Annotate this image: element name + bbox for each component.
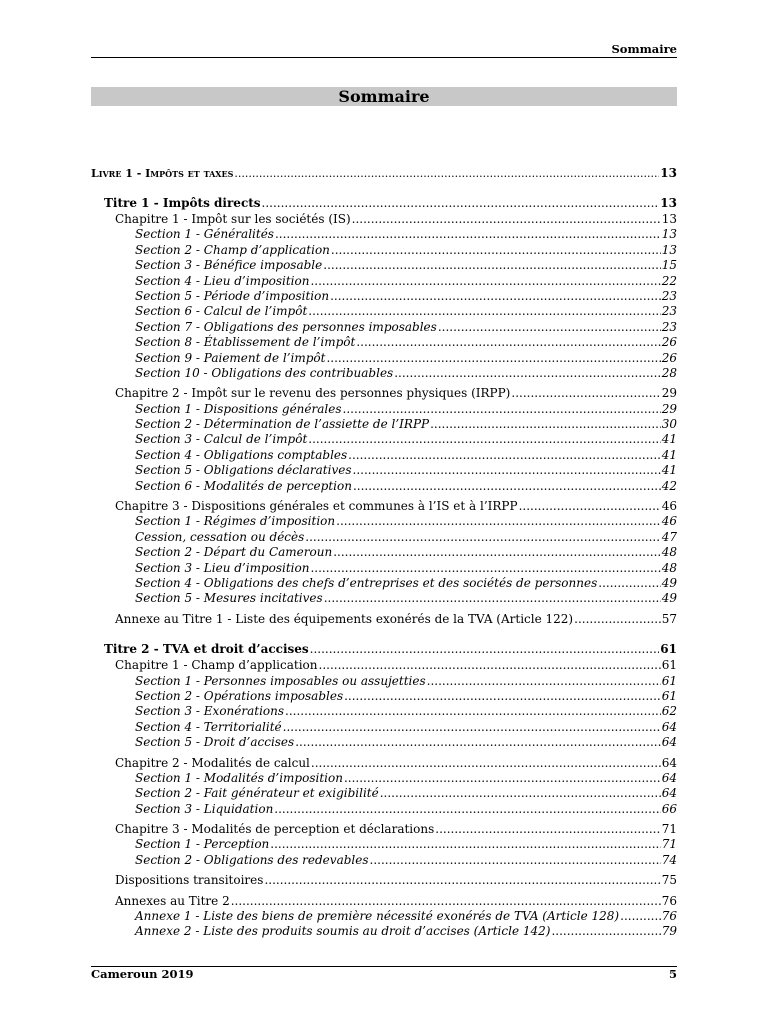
- toc-label: Annexe 1 - Liste des biens de première nécessité exonérés de TVA (Article 128): [135, 909, 620, 924]
- toc-label: Livre 1 - Impôts et taxes: [91, 167, 234, 180]
- toc-entry-section[interactable]: [91, 335, 677, 350]
- toc-label: Section 3 - Calcul de l’impôt: [135, 432, 308, 447]
- leader-dots: [319, 658, 661, 673]
- toc-page: 46: [661, 514, 677, 529]
- toc-label: Titre 2 - TVA et droit d’accises: [104, 642, 309, 657]
- leader-dots: [435, 822, 660, 837]
- leader-dots: [574, 612, 661, 627]
- toc-label: Section 2 - Fait générateur et exigibilité: [135, 786, 379, 801]
- toc-page: 75: [661, 873, 677, 888]
- toc-label: Section 1 - Régimes d’imposition: [135, 514, 336, 529]
- footer-label: Cameroun 2019: [91, 967, 194, 981]
- toc-page: 42: [661, 478, 677, 493]
- toc-label: Section 1 - Dispositions générales: [135, 401, 342, 416]
- toc-label: Section 2 - Champ d’application: [135, 242, 330, 257]
- toc-page: 61: [661, 688, 677, 703]
- toc-page: 57: [661, 611, 677, 626]
- toc-page: 71: [661, 837, 677, 852]
- toc-entry-chapitre[interactable]: [91, 822, 677, 837]
- toc-entry-section[interactable]: [91, 274, 677, 289]
- leader-dots: [308, 304, 660, 319]
- toc-page: 13: [661, 212, 677, 226]
- leader-dots: [331, 243, 661, 258]
- toc-entry-section[interactable]: [91, 432, 677, 447]
- toc-label: Dispositions transitoires: [115, 873, 264, 888]
- toc-label: Section 2 - Obligations des redevables: [135, 852, 369, 867]
- leader-dots: [353, 479, 661, 494]
- toc-label: Titre 1 - Impôts directs: [104, 196, 261, 210]
- toc-label: Chapitre 1 - Champ d’application: [115, 658, 318, 673]
- toc-label: Section 4 - Obligations comptables: [135, 447, 348, 462]
- toc-entry-section[interactable]: [91, 402, 677, 417]
- toc-label: Chapitre 3 - Modalités de perception et déclarations: [115, 822, 435, 837]
- toc-label: Section 3 - Exonérations: [135, 704, 285, 719]
- toc-label: Section 9 - Paiement de l’impôt: [135, 350, 326, 365]
- leader-dots: [438, 320, 661, 335]
- toc-entry-chapitre[interactable]: [91, 386, 677, 401]
- leader-dots: [310, 274, 660, 289]
- toc-entry-section[interactable]: [91, 448, 677, 463]
- toc-label: Section 3 - Bénéfice imposable: [135, 258, 323, 273]
- toc-entry-section[interactable]: [91, 351, 677, 366]
- page-title: Sommaire: [91, 87, 677, 106]
- toc-page: 23: [661, 319, 677, 334]
- leader-dots: [326, 351, 660, 366]
- toc-label: Section 2 - Opérations imposables: [135, 688, 344, 703]
- toc-entry-section[interactable]: [91, 463, 677, 478]
- running-header: Sommaire: [611, 42, 677, 56]
- toc-entry-section[interactable]: [91, 853, 677, 868]
- leader-dots: [427, 674, 661, 689]
- leader-dots: [336, 514, 661, 529]
- toc-label: Section 1 - Perception: [135, 837, 270, 852]
- leader-dots: [324, 591, 661, 606]
- toc-entry-section[interactable]: [91, 720, 677, 735]
- toc-entry-section[interactable]: [91, 591, 677, 606]
- toc-page: 46: [661, 499, 677, 514]
- toc-page: 66: [661, 801, 677, 816]
- leader-dots: [323, 258, 660, 273]
- toc-entry-chapitre[interactable]: [91, 756, 677, 771]
- toc-page: 61: [660, 642, 677, 657]
- leader-dots: [348, 448, 661, 463]
- toc-entry-section[interactable]: [91, 530, 677, 545]
- toc-page: 23: [661, 304, 677, 319]
- toc-label: Annexes au Titre 2: [115, 893, 230, 908]
- toc-page: 64: [661, 755, 677, 770]
- leader-dots: [270, 837, 660, 852]
- leader-dots: [380, 786, 661, 801]
- leader-dots: [598, 576, 660, 591]
- toc-entry-section[interactable]: [91, 576, 677, 591]
- toc-label: Section 4 - Obligations des chefs d’entreprises et des sociétés de personnes: [135, 575, 598, 590]
- toc-label: Section 10 - Obligations des contribuables: [135, 365, 394, 380]
- toc-page: 74: [661, 852, 677, 867]
- toc-page: 41: [661, 463, 677, 478]
- leader-dots: [308, 432, 660, 447]
- toc-entry-annexe[interactable]: [91, 924, 677, 939]
- toc-page: 23: [661, 288, 677, 303]
- toc-page: 13: [661, 242, 677, 257]
- leader-dots: [310, 641, 660, 658]
- leader-dots: [519, 499, 661, 514]
- toc-label: Annexe au Titre 1 - Liste des équipements exonérés de la TVA (Article 122): [115, 611, 574, 626]
- toc-entry-chapitre[interactable]: [91, 212, 677, 227]
- toc-label: Section 8 - Établissement de l’impôt: [135, 335, 356, 350]
- toc-label: Section 1 - Personnes imposables ou assujetties: [135, 673, 426, 688]
- toc-entry-chapitre[interactable]: [91, 499, 677, 514]
- toc-label: Chapitre 2 - Impôt sur le revenu des personnes physiques (IRPP): [115, 386, 511, 401]
- toc-label: Annexe 2 - Liste des produits soumis au droit d’accises (Article 142): [135, 924, 551, 939]
- toc-page: 13: [660, 166, 677, 180]
- toc-entry-section[interactable]: [91, 704, 677, 719]
- toc-entry-section[interactable]: [91, 689, 677, 704]
- toc-page: 22: [661, 273, 677, 288]
- toc-page: 28: [661, 365, 677, 380]
- toc-label: Section 1 - Modalités d’imposition: [135, 770, 343, 785]
- toc-label: Section 1 - Généralités: [135, 227, 274, 242]
- toc-label: Section 5 - Droit d’accises: [135, 735, 295, 750]
- toc-page: 76: [661, 893, 677, 908]
- toc-entry-section[interactable]: [91, 771, 677, 786]
- toc-entry-section[interactable]: [91, 258, 677, 273]
- toc-entry-section[interactable]: [91, 735, 677, 750]
- leader-dots: [295, 735, 661, 750]
- table-of-contents: [91, 165, 677, 940]
- toc-label: Chapitre 2 - Modalités de calcul: [115, 755, 310, 770]
- toc-entry-section[interactable]: [91, 243, 677, 258]
- toc-page: 29: [661, 386, 677, 401]
- leader-dots: [234, 166, 659, 182]
- toc-label: Section 6 - Modalités de perception: [135, 478, 352, 493]
- toc-entry-section[interactable]: [91, 561, 677, 576]
- leader-dots: [311, 756, 661, 771]
- toc-page: 49: [661, 591, 677, 606]
- leader-dots: [274, 802, 660, 817]
- toc-page: 41: [661, 447, 677, 462]
- toc-entry-section[interactable]: [91, 802, 677, 817]
- toc-label: Section 6 - Calcul de l’impôt: [135, 304, 308, 319]
- toc-entry-section[interactable]: [91, 545, 677, 560]
- toc-page: 61: [661, 658, 677, 673]
- toc-label: Cession, cessation ou décès: [135, 529, 305, 544]
- leader-dots: [264, 873, 660, 888]
- toc-entry-annexe[interactable]: [91, 612, 677, 627]
- toc-page: 64: [661, 719, 677, 734]
- toc-entry-section[interactable]: [91, 417, 677, 432]
- toc-entry-annexes[interactable]: [91, 894, 677, 909]
- leader-dots: [394, 366, 661, 381]
- toc-page: 62: [661, 704, 677, 719]
- toc-entry-section[interactable]: [91, 514, 677, 529]
- leader-dots: [275, 227, 661, 242]
- toc-label: Section 5 - Mesures incitatives: [135, 591, 323, 606]
- leader-dots: [511, 386, 660, 401]
- toc-entry-annexe[interactable]: [91, 909, 677, 924]
- toc-page: 26: [661, 335, 677, 350]
- toc-label: Section 4 - Territorialité: [135, 719, 282, 734]
- toc-page: 79: [661, 924, 677, 939]
- toc-page: 13: [660, 196, 677, 210]
- toc-page: 48: [661, 545, 677, 560]
- toc-page: 30: [661, 417, 677, 432]
- toc-page: 26: [661, 350, 677, 365]
- toc-entry-titre[interactable]: [91, 195, 677, 212]
- toc-entry-section[interactable]: [91, 320, 677, 335]
- toc-page: 41: [661, 432, 677, 447]
- leader-dots: [344, 689, 661, 704]
- toc-entry-livre[interactable]: [91, 165, 677, 181]
- toc-page: 29: [661, 401, 677, 416]
- toc-entry-section[interactable]: [91, 479, 677, 494]
- leader-dots: [262, 195, 660, 212]
- toc-entry-section[interactable]: [91, 674, 677, 689]
- toc-label: Section 3 - Lieu d’imposition: [135, 560, 310, 575]
- leader-dots: [551, 924, 660, 939]
- header-rule: [91, 57, 677, 58]
- page-number: 5: [668, 967, 677, 981]
- toc-entry-section[interactable]: [91, 786, 677, 801]
- leader-dots: [305, 530, 660, 545]
- toc-label: Chapitre 1 - Impôt sur les sociétés (IS): [115, 212, 351, 226]
- toc-entry-section[interactable]: [91, 227, 677, 242]
- leader-dots: [353, 463, 661, 478]
- toc-page: 76: [661, 909, 677, 924]
- leader-dots: [356, 335, 660, 350]
- leader-dots: [231, 894, 661, 909]
- toc-label: Section 2 - Départ du Cameroun: [135, 545, 333, 560]
- toc-page: 47: [661, 529, 677, 544]
- leader-dots: [283, 720, 661, 735]
- toc-label: Section 2 - Détermination de l’assiette de l’IRPP: [135, 417, 430, 432]
- leader-dots: [285, 704, 661, 719]
- toc-entry-chapitre[interactable]: [91, 658, 677, 673]
- toc-label: Section 4 - Lieu d’imposition: [135, 273, 310, 288]
- toc-entry-section[interactable]: [91, 837, 677, 852]
- toc-page: 71: [661, 822, 677, 837]
- leader-dots: [620, 909, 661, 924]
- toc-label: Section 5 - Obligations déclaratives: [135, 463, 352, 478]
- leader-dots: [310, 561, 660, 576]
- leader-dots: [430, 417, 661, 432]
- leader-dots: [333, 545, 661, 560]
- toc-page: 64: [661, 735, 677, 750]
- toc-entry-section[interactable]: [91, 289, 677, 304]
- toc-page: 64: [661, 770, 677, 785]
- leader-dots: [343, 402, 661, 417]
- toc-label: Section 5 - Période d’imposition: [135, 288, 330, 303]
- toc-label: Section 7 - Obligations des personnes imposables: [135, 319, 437, 334]
- leader-dots: [352, 212, 661, 227]
- toc-entry-titre[interactable]: [91, 641, 677, 658]
- toc-entry-dispositions[interactable]: [91, 873, 677, 888]
- toc-page: 61: [661, 673, 677, 688]
- leader-dots: [344, 771, 661, 786]
- toc-entry-section[interactable]: [91, 304, 677, 319]
- toc-page: 48: [661, 560, 677, 575]
- toc-entry-section[interactable]: [91, 366, 677, 381]
- toc-page: 64: [661, 786, 677, 801]
- toc-page: 15: [661, 258, 677, 273]
- toc-label: Chapitre 3 - Dispositions générales et communes à l’IS et à l’IRPP: [115, 499, 518, 514]
- toc-page: 13: [661, 227, 677, 242]
- leader-dots: [330, 289, 661, 304]
- toc-label: Section 3 - Liquidation: [135, 801, 274, 816]
- toc-page: 49: [661, 575, 677, 590]
- leader-dots: [370, 853, 661, 868]
